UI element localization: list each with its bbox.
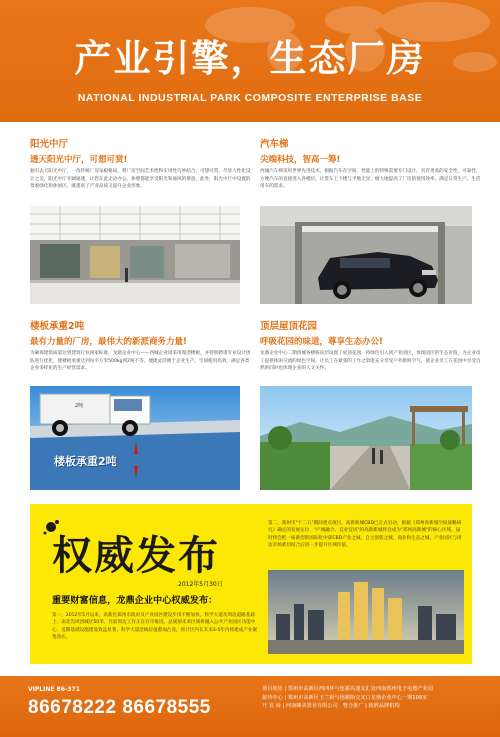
feature-title: 楼板承重2吨 (30, 321, 85, 332)
rooftop-garden-photo (260, 386, 472, 490)
developer-name: 开 发 商 | 河南臻美置业有限公司 (262, 703, 338, 710)
feature-slogan: 呼吸花园的味道，尊享生态办公! (260, 337, 383, 347)
feature-grid (0, 122, 500, 500)
feature-atrium (30, 136, 252, 191)
project-address: 项目地址 | 郑州市高新区西四环与连霍高速交汇处西南郑州电子电器产业园 (262, 686, 434, 692)
news-paragraph-1: 第一，2012年5月以来，高新区郑州市政府及产业园区建设步伐不断加快，科学大道及周边道路基础上，南北沟坝西城区50米，目前周边工作正在有序推进。总规划未来区域将融入公共产业园区功能中心，近期基础设施建设效益显著，科学大道沿线价值愈加凸显，预计区内在未来3-5年内将建成产业聚集效应。 (52, 613, 258, 641)
car-elevator-photo (260, 206, 472, 304)
feature-slogan: 最有力量的厂房，最伟大的新派商务力量! (30, 337, 187, 347)
feature-rooftop-garden (260, 318, 482, 373)
page-subtitle: NATIONAL INDUSTRIAL PARK COMPOSITE ENTERPRISE BASE (77, 92, 423, 104)
news-paragraph-2: 第二，郑州市"十二五"期间重点项目，高新新城CBD已正式启动，根据《郑州高新城空间战略研究》确定的发展定位，"产城融合、宜业宜居"的高新新城将会成为"郑州高新城"的核心区域。届时将会把一座新型的国际化中部CBD产业之城，自主创新之城，商业和生态之城，产业园区与周边市场密切结合后进一步提升区域价值。 (268, 521, 462, 549)
news-date: 2012年5月30日 (178, 581, 223, 588)
feature-title: 汽车梯 (260, 139, 289, 150)
footer-info (262, 685, 494, 711)
load-caption: 楼板承重2吨 (54, 455, 117, 468)
city-skyline-image (268, 570, 464, 654)
feature-slogan: 尖端科技，智高一筹! (260, 155, 341, 165)
developer-info (262, 702, 494, 711)
feature-title: 阳光中厅 (30, 139, 69, 150)
feature-text: 龙鼎企业中心二期西城各楼栋顶层设置了屋顶花园，将绿色引入到产业园区，体现园区的生态价值，为企业员工提供休闲交流的绿色空间，让员工在紧张的工作之余能充分享受户外新鲜空气，使企业员工在花园中享受自然的同时也体现企业的人文关怀。 (260, 351, 481, 371)
floor-load-photo (30, 386, 240, 490)
reception-center: 接待中心 | 郑州市高新区玉兰街与梧桐街交叉口龙鼎企业中心一期109室 (262, 694, 428, 701)
footer-bar (0, 676, 500, 737)
page-title: 产业引擎，生态厂房 (74, 37, 426, 80)
header-banner (0, 0, 500, 122)
vip-line-label: VIPLINE 86-371 (28, 686, 80, 693)
feature-text: 独有去天阳光中厅，一改传统厂房呆板格局，将厂房空间艺术性和实用性巧妙结合，可想可赏，尽显人性化设计之美。阳光中厅开阔通透，让您在此无论办公、休憩都能享受阳光和通风的惬意，此外，阳光中厅中设置的景观绿化和休闲区，既提高了产业品质又提升企业形象。 (30, 169, 251, 189)
feature-title: 顶层屋顶花园 (260, 321, 318, 332)
phone-numbers: 86678222 86678555 (28, 697, 211, 718)
feature-car-elevator (260, 136, 482, 191)
truck-plate-label: 2吨 (75, 403, 84, 409)
feature-slogan: 透天阳光中厅，可想可赏! (30, 155, 128, 165)
atrium-photo (30, 206, 240, 304)
planning-agency: 整合推广 | 致胜品牌机构 (342, 703, 400, 710)
feature-text: 为确保建筑质量达到建筑行业国家标准，龙鼎企业中心——西城企业园采用现浇楼板，并特别聘请专业设计团队进行优化，使楼板承重达到每平方米500kg到2吨不等，便捷灵活便于企业生产。空间使用高效，满足各类企业多样化的生产经营需求。 (30, 351, 251, 371)
news-title: 权威发布 (52, 532, 220, 579)
feature-floor-load (30, 318, 252, 373)
news-panel (30, 504, 472, 664)
news-headline: 重要财富信息，龙鼎企业中心权威发布： (52, 595, 218, 606)
feature-text: 西城汽车梯采用世界先进技术，根据汽车在空间、性能上的特殊需要专门设计，具有更高的安全性、可靠性，方便汽车的直接进入各楼层，让货车上下楼与平地无异，极大地提高了厂房的使用效率，满足日常生产、生活用车的需求。 (260, 169, 481, 189)
